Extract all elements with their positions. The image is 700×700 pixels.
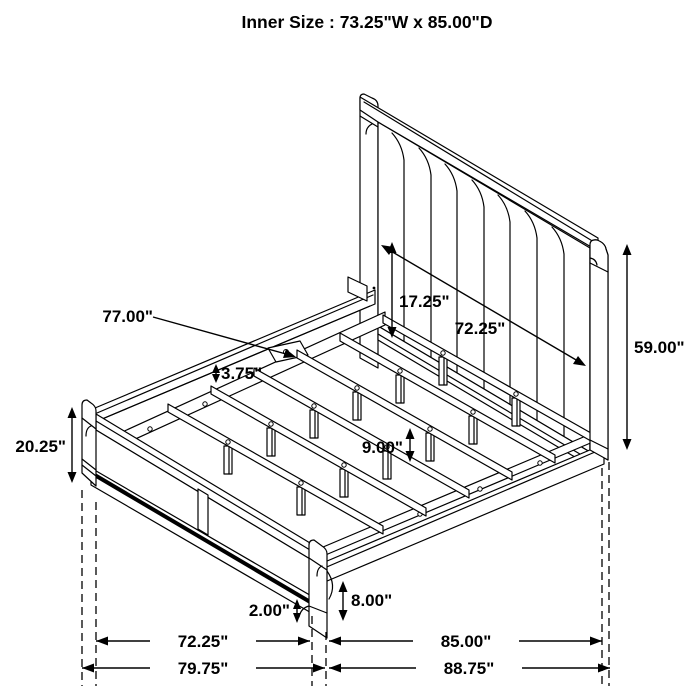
dimension-footboard-outer-width: [82, 659, 325, 678]
dimension-footboard-height: [15, 407, 76, 483]
dimension-label-leg-foot-height: 2.00": [248, 601, 290, 620]
dimension-footboard-inner-width: [96, 632, 310, 651]
dimension-label-footboard-outer-width: 79.75": [177, 659, 229, 678]
dimension-label-footboard-inner-width: 72.25": [177, 632, 229, 651]
headboard-right-post: [590, 240, 608, 460]
dimension-outer-depth: [329, 659, 610, 678]
footboard-left-post: [82, 400, 96, 486]
dimension-label-outer-depth: 88.75": [443, 659, 495, 678]
dimension-headboard-height: [623, 244, 685, 450]
dimension-frame-floor-clearance: [339, 581, 393, 621]
dimension-inner-depth: [329, 632, 602, 651]
footboard-stile: [198, 489, 208, 535]
dimension-label-side-rail-length: 77.00": [102, 307, 153, 326]
dimension-label-frame-floor-clearance: 8.00": [351, 591, 393, 610]
dimension-label-slat-rail-height: 3.75": [221, 364, 263, 383]
dimension-label-inner-depth: 85.00": [440, 632, 492, 651]
dimension-label-headboard-inner-width: 72.25": [454, 319, 506, 338]
dimension-label-headboard-height: 59.00": [634, 338, 685, 357]
dimension-label-headboard-panel-height: 17.25": [399, 292, 450, 311]
dimension-label-footboard-height: 20.25": [15, 437, 66, 456]
dimension-label-slat-leg-height: 9.00": [361, 438, 403, 457]
dimension-side-rail-length: [102, 307, 296, 358]
page-title: Inner Size : 73.25"W x 85.00"D: [241, 12, 493, 32]
